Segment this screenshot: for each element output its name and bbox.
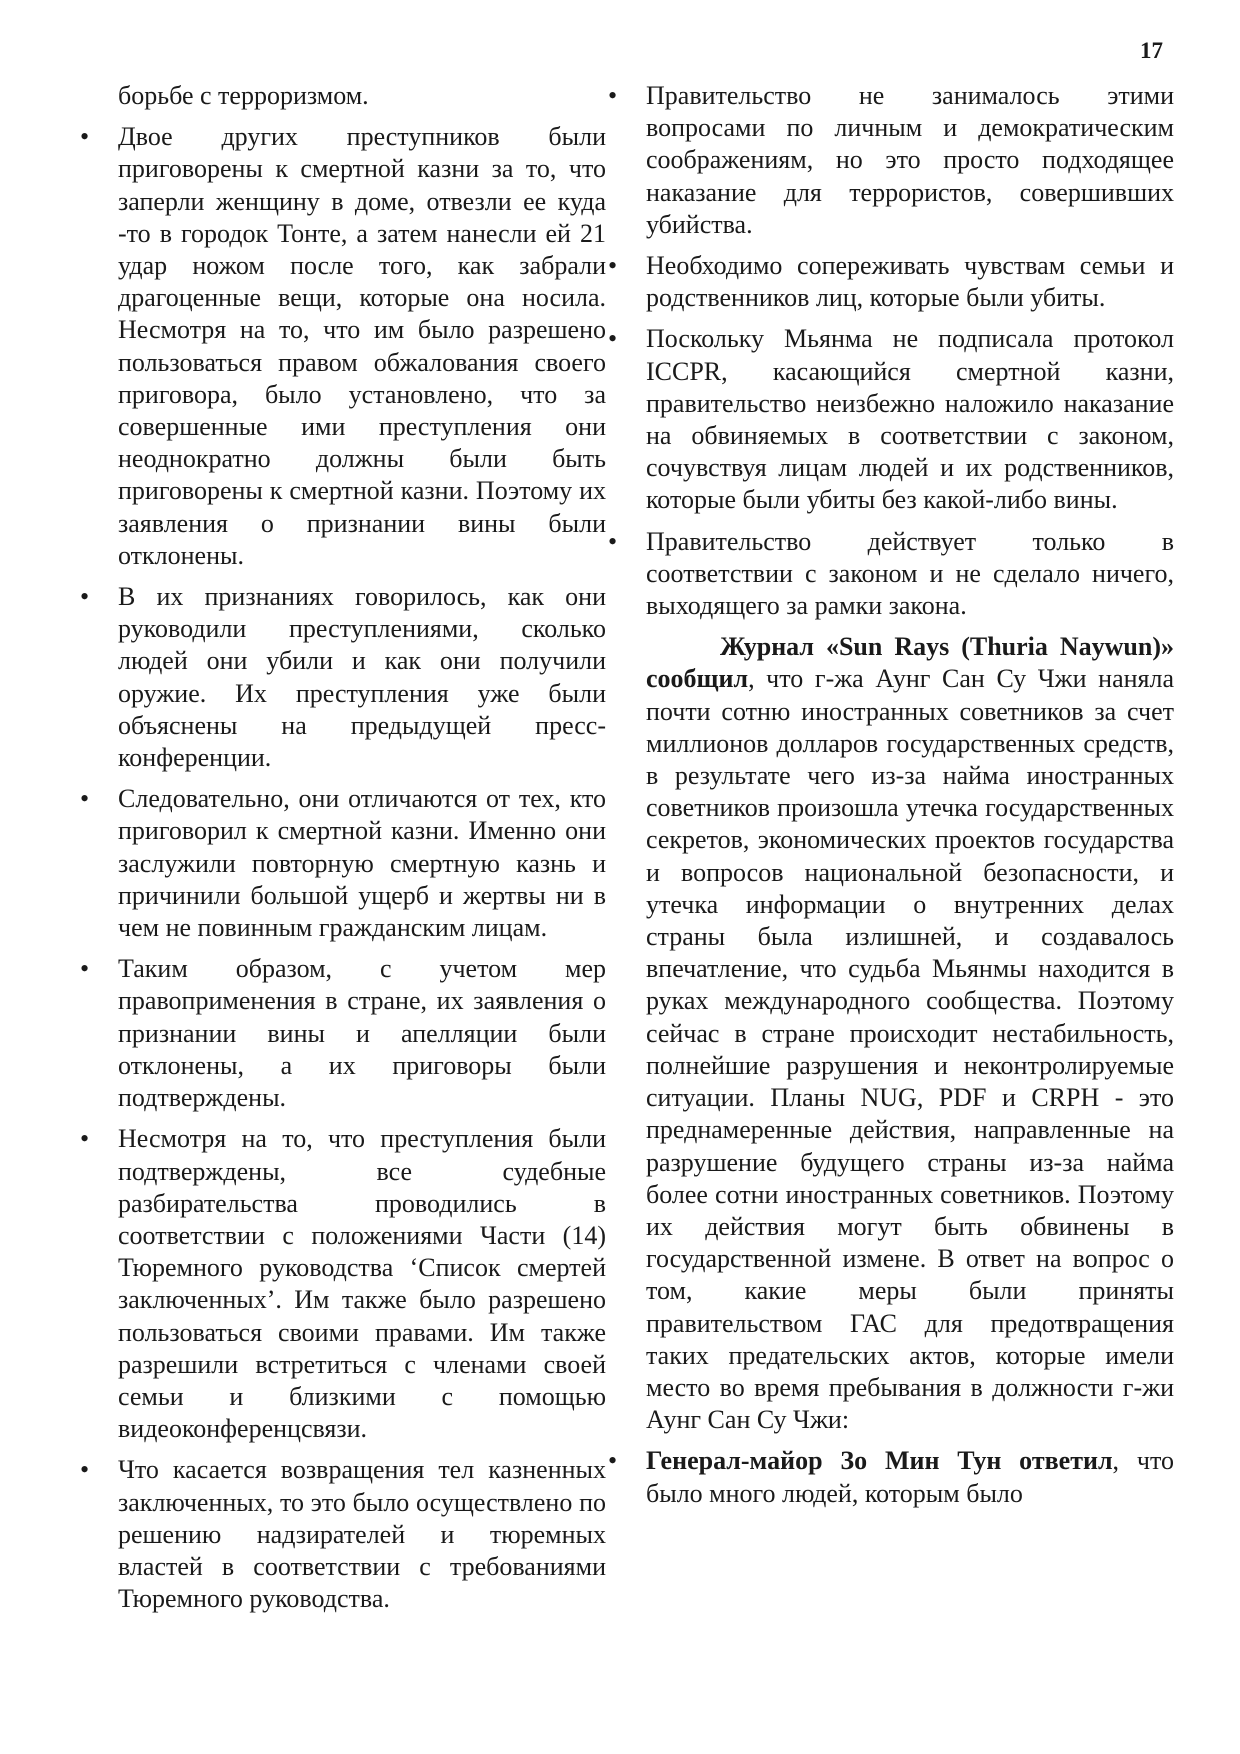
bullet-item: • Необходимо сопереживать чувствам семьи и родственников лиц, которые были убиты. bbox=[646, 250, 1174, 314]
paragraph-lead-in: Журнал «Sun Rays (Thuria Naywun)» сообщил bbox=[646, 632, 1174, 694]
paragraph-text: , что г-жа Аунг Сан Су Чжи наняла почти сотню иностранных советников за счет миллионов долларов государственных средств, в результате чего из-за найма иностранных советников произошла утечка государственных секретов, экономических проектов государства и вопросов национальной безопасности, и утечка информации о внутренних делах страны была излишней, и создавалось впечатление, что судьба Мьянмы находится в руках международного сообщества. Поэтому сейчас в стране происходит нестабильность, полнейшие разрушения и неконтролируемые ситуации. Планы NUG, PDF и CRPH - это преднамеренные действия, направленные на разрушение будущего страны из-за найма более сотни иностранных советников. Поэтому их действия могут быть обвинены в государственной измене. В ответ на вопрос о том, какие меры были приняты правительством ГАС для предотвращения таких предательских актов, которые имели место во время пребывания в должности г-жи Аунг Сан Су Чжи: bbox=[646, 664, 1174, 1435]
right-bullet-list bbox=[646, 80, 1174, 622]
bullet-item: • Двое других преступников были приговорены к смертной казни за то, что заперли женщину в доме, отвезли ее куда -то в городок Тонте, а затем нанесли ей 21 удар ножом после того, как забрали драгоценные вещи, которые она носила. Несмотря на то, что им было разрешено пользоваться правом обжалования своего приговора, было установлено, что за совершенные ими преступления они неоднократно должны были быть приговорены к смертной казни. Поэтому их заявления о признании вины были отклонены. bbox=[118, 121, 606, 572]
right-column bbox=[646, 80, 1174, 1519]
bullet-item bbox=[646, 1445, 1174, 1509]
left-column bbox=[118, 80, 606, 1624]
continuation-text: борьбе с терроризмом. bbox=[118, 81, 369, 110]
bullet-lead-in: Генерал-майор Зо Мин Тун ответил bbox=[646, 1446, 1113, 1476]
bullet-item: • Правительство действует только в соответствии с законом и не сделало ничего, выходящего за рамки закона. bbox=[646, 526, 1174, 623]
right-bullet-list-2 bbox=[646, 1445, 1174, 1509]
body-paragraph bbox=[646, 631, 1174, 1436]
left-bullet-list bbox=[118, 121, 606, 1615]
bullet-item: • Таким образом, с учетом мер правоприменения в стране, их заявления о признании вины и апелляции были отклонены, а их приговоры были подтверждены. bbox=[118, 953, 606, 1114]
bullet-text: , что было много людей, которым было bbox=[646, 1446, 1174, 1508]
bullet-item: • Следовательно, они отличаются от тех, кто приговорил к смертной казни. Именно они заслужили повторную смертную казнь и причинили большой ущерб и жертвы ни в чем не повинным гражданским лицам. bbox=[118, 783, 606, 944]
page-number: 17 bbox=[1140, 38, 1163, 63]
bullet-item: • Поскольку Мьянма не подписала протокол ICCPR, касающийся смертной казни, правительство неизбежно наложило наказание на обвиняемых в соответствии с законом, сочувствуя лицам людей и их родственников, которые были убиты без какой-либо вины. bbox=[646, 323, 1174, 516]
bullet-item: • Правительство не занималось этими вопросами по личным и демократическим соображениям, но это просто подходящее наказание для террористов, совершивших убийства. bbox=[646, 80, 1174, 241]
bullet-item: • Что касается возвращения тел казненных заключенных, то это было осуществлено по решению надзирателей и тюремных властей в соответствии с требованиями Тюремного руководства. bbox=[118, 1454, 606, 1615]
bullet-item: • Несмотря на то, что преступления были подтверждены, все судебные разбирательства проводились в соответствии с положениями Части (14) Тюремного руководства ‘Список смертей заключенных’. Им также было разрешено пользоваться своими правами. Им также разрешили встретиться с членами своей семьи и близкими с помощью видеоконференцсвязи. bbox=[118, 1123, 606, 1445]
bullet-item: • В их признаниях говорилось, как они руководили преступлениями, сколько людей они убили и как они получили оружие. Их преступления уже были объяснены на предыдущей пресс-конференции. bbox=[118, 581, 606, 774]
